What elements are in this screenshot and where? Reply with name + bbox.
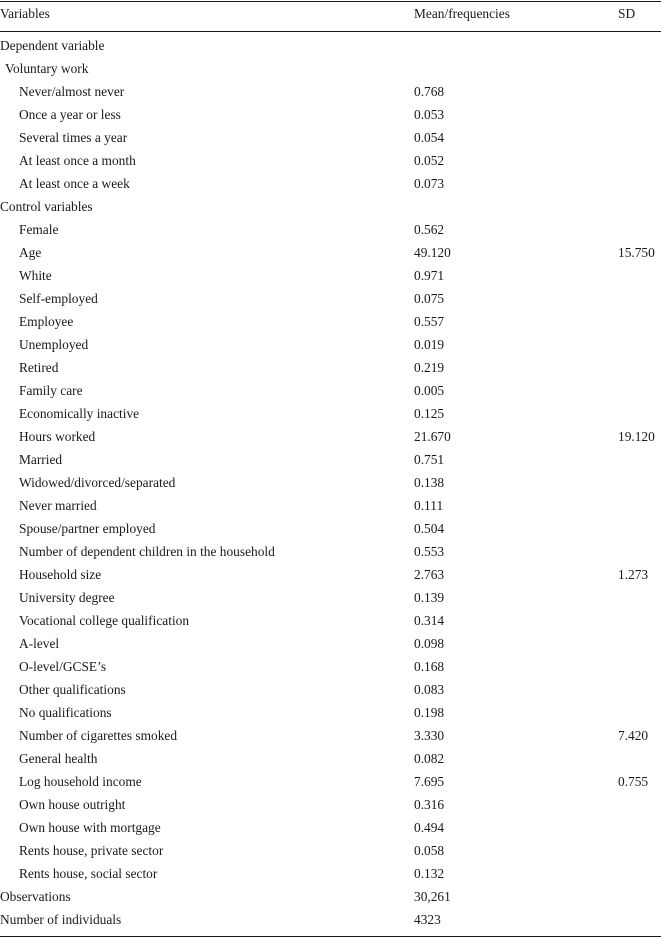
table-row bbox=[0, 267, 661, 290]
row-mean: 0.494 bbox=[414, 820, 445, 835]
table-row bbox=[0, 520, 661, 543]
row-mean: 0.054 bbox=[414, 130, 445, 145]
row-mean: 0.111 bbox=[414, 498, 444, 513]
row-label: No qualifications bbox=[19, 705, 112, 720]
row-label: Unemployed bbox=[19, 337, 89, 352]
row-mean: 0.005 bbox=[414, 383, 445, 398]
table-header bbox=[0, 5, 661, 27]
row-mean: 0.219 bbox=[414, 360, 445, 375]
row-sd: 0.755 bbox=[618, 774, 649, 789]
table-bottom-rule bbox=[0, 936, 661, 937]
row-label: Other qualifications bbox=[19, 682, 126, 697]
table-row bbox=[0, 382, 661, 405]
row-label: Family care bbox=[19, 383, 83, 398]
table-row bbox=[0, 773, 661, 796]
table-header-rule bbox=[0, 31, 661, 32]
header-mean-frequencies: Mean/frequencies bbox=[414, 6, 510, 21]
row-mean: 0.083 bbox=[414, 682, 445, 697]
table-row bbox=[0, 681, 661, 704]
row-label: Rents house, social sector bbox=[19, 866, 158, 881]
row-mean: 0.751 bbox=[414, 452, 445, 467]
table-row bbox=[0, 658, 661, 681]
row-label: Log household income bbox=[19, 774, 142, 789]
row-sd: 7.420 bbox=[618, 728, 649, 743]
row-mean: 0.052 bbox=[414, 153, 445, 168]
row-label: Rents house, private sector bbox=[19, 843, 164, 858]
table-row bbox=[0, 175, 661, 198]
row-mean: 4323 bbox=[414, 912, 441, 927]
table-row bbox=[0, 819, 661, 842]
row-mean: 0.139 bbox=[414, 590, 445, 605]
row-mean: 49.120 bbox=[414, 245, 451, 260]
row-label: Number of dependent children in the household bbox=[19, 544, 275, 559]
table-row bbox=[0, 221, 661, 244]
summary-row-individuals bbox=[0, 911, 661, 934]
table-row bbox=[0, 152, 661, 175]
row-label: White bbox=[19, 268, 52, 283]
row-mean: 0.557 bbox=[414, 314, 445, 329]
row-label: Self-employed bbox=[19, 291, 98, 306]
row-mean: 0.132 bbox=[414, 866, 445, 881]
row-label: At least once a month bbox=[19, 153, 136, 168]
row-label: Own house with mortgage bbox=[19, 820, 161, 835]
row-sd: 1.273 bbox=[618, 567, 649, 582]
group-voluntary-work bbox=[0, 60, 661, 83]
row-label: Economically inactive bbox=[19, 406, 140, 421]
table-row bbox=[0, 543, 661, 566]
row-label: Once a year or less bbox=[19, 107, 121, 122]
row-label: Spouse/partner employed bbox=[19, 521, 156, 536]
row-label: At least once a week bbox=[19, 176, 130, 191]
row-mean: 0.504 bbox=[414, 521, 445, 536]
row-sd: 15.750 bbox=[618, 245, 655, 260]
table-row bbox=[0, 612, 661, 635]
row-label: University degree bbox=[19, 590, 115, 605]
header-variables: Variables bbox=[0, 6, 50, 21]
table-row bbox=[0, 106, 661, 129]
row-mean: 0.314 bbox=[414, 613, 445, 628]
row-mean: 21.670 bbox=[414, 429, 451, 444]
table-row bbox=[0, 566, 661, 589]
row-label: O-level/GCSE’s bbox=[19, 659, 107, 674]
table-row bbox=[0, 474, 661, 497]
row-mean: 0.125 bbox=[414, 406, 445, 421]
row-mean: 0.562 bbox=[414, 222, 445, 237]
row-label: Female bbox=[19, 222, 59, 237]
row-mean: 2.763 bbox=[414, 567, 445, 582]
row-mean: 0.019 bbox=[414, 337, 445, 352]
row-label: Several times a year bbox=[19, 130, 128, 145]
row-mean: 30,261 bbox=[414, 889, 451, 904]
table-body bbox=[0, 37, 661, 934]
section-dependent-variable bbox=[0, 37, 661, 60]
row-mean: 0.058 bbox=[414, 843, 445, 858]
row-label: Age bbox=[19, 245, 42, 260]
row-label: Never married bbox=[19, 498, 97, 513]
row-mean: 0.053 bbox=[414, 107, 445, 122]
row-label: Own house outright bbox=[19, 797, 126, 812]
table-row bbox=[0, 865, 661, 888]
row-mean: 3.330 bbox=[414, 728, 445, 743]
row-label: Number of individuals bbox=[0, 912, 122, 927]
table-row bbox=[0, 244, 661, 267]
row-mean: 0.082 bbox=[414, 751, 445, 766]
table-row bbox=[0, 83, 661, 106]
row-mean: 0.075 bbox=[414, 291, 445, 306]
table-row bbox=[0, 405, 661, 428]
table-row bbox=[0, 313, 661, 336]
table-row bbox=[0, 635, 661, 658]
row-mean: 0.316 bbox=[414, 797, 445, 812]
table-row bbox=[0, 451, 661, 474]
table-row bbox=[0, 129, 661, 152]
row-label: General health bbox=[19, 751, 98, 766]
table-top-rule bbox=[0, 1, 661, 2]
row-mean: 0.073 bbox=[414, 176, 445, 191]
row-label: Household size bbox=[19, 567, 102, 582]
row-label: Hours worked bbox=[19, 429, 96, 444]
row-mean: 0.553 bbox=[414, 544, 445, 559]
row-label: A-level bbox=[19, 636, 60, 651]
row-label: Number of cigarettes smoked bbox=[19, 728, 178, 743]
row-sd: 19.120 bbox=[618, 429, 655, 444]
row-label: Retired bbox=[19, 360, 59, 375]
row-label: Voluntary work bbox=[5, 61, 89, 76]
row-label: Observations bbox=[0, 889, 71, 904]
section-control-variables bbox=[0, 198, 661, 221]
row-label: Employee bbox=[19, 314, 74, 329]
row-mean: 0.098 bbox=[414, 636, 445, 651]
table-row bbox=[0, 428, 661, 451]
table-row bbox=[0, 796, 661, 819]
row-mean: 0.198 bbox=[414, 705, 445, 720]
table-row bbox=[0, 290, 661, 313]
row-mean: 0.168 bbox=[414, 659, 445, 674]
row-label: Vocational college qualification bbox=[19, 613, 190, 628]
row-label: Married bbox=[19, 452, 63, 467]
table-row bbox=[0, 750, 661, 773]
table-row bbox=[0, 842, 661, 865]
row-label: Widowed/divorced/separated bbox=[19, 475, 176, 490]
table-row bbox=[0, 497, 661, 520]
table-row bbox=[0, 727, 661, 750]
row-label: Dependent variable bbox=[0, 38, 105, 53]
row-mean: 7.695 bbox=[414, 774, 445, 789]
row-mean: 0.138 bbox=[414, 475, 445, 490]
summary-row-observations bbox=[0, 888, 661, 911]
table-row bbox=[0, 589, 661, 612]
row-label: Control variables bbox=[0, 199, 93, 214]
table-row bbox=[0, 359, 661, 382]
table-row bbox=[0, 336, 661, 359]
header-sd: SD bbox=[618, 6, 636, 21]
row-label: Never/almost never bbox=[19, 84, 125, 99]
row-mean: 0.768 bbox=[414, 84, 445, 99]
table-row bbox=[0, 704, 661, 727]
row-mean: 0.971 bbox=[414, 268, 445, 283]
